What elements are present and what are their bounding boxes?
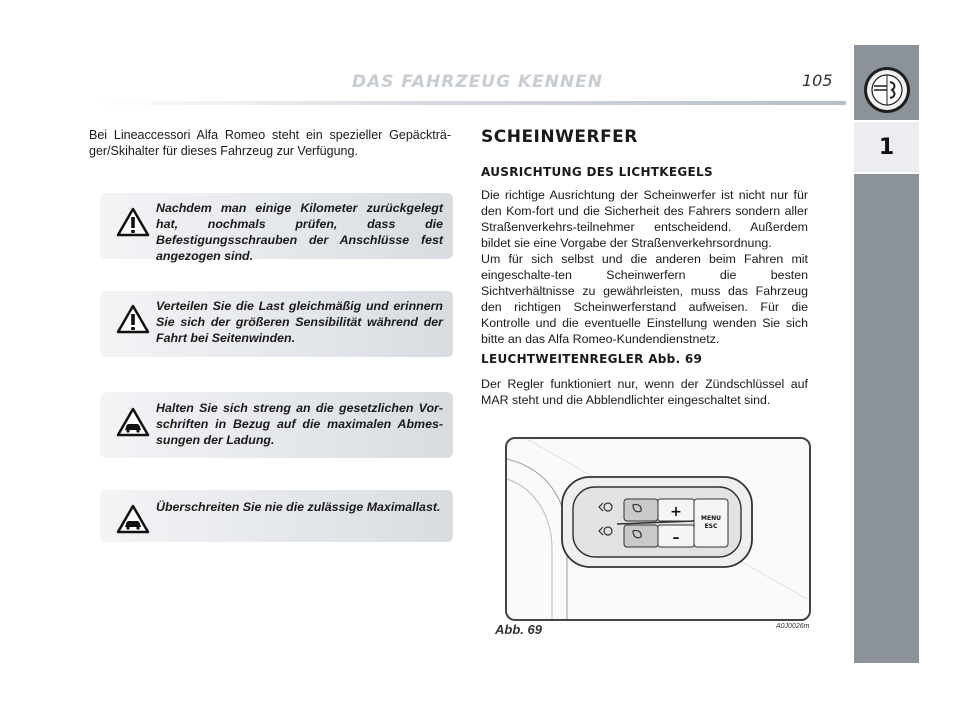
minus-label: – <box>672 530 680 546</box>
warning-box <box>100 193 453 263</box>
page-header-title: DAS FAHRZEUG KENNEN <box>352 72 604 92</box>
headlight-control-illustration <box>507 439 809 619</box>
headlight-control-figure <box>505 437 811 621</box>
chapter-tab <box>854 122 919 172</box>
car-warning-icon <box>116 407 150 437</box>
subsection-title: LEUCHTWEITENREGLER Abb. 69 <box>481 352 703 366</box>
alfa-romeo-logo-icon <box>862 65 912 115</box>
warning-text: Verteilen Sie die Last gleichmäßig und erinnern Sie sich der größeren Sensibilität während der Fahrt bei Seitenwinden. <box>156 299 443 345</box>
warning-triangle-icon <box>116 207 150 237</box>
subsection-title: AUSRICHTUNG DES LICHTKEGELS <box>481 165 713 179</box>
esc-label: ESC <box>704 523 718 530</box>
warning-text: Überschreiten Sie nie die zulässige Maximallast. <box>156 500 441 514</box>
figure-caption: Abb. 69 <box>495 622 542 637</box>
warning-triangle-icon <box>116 304 150 334</box>
body-paragraph: Die richtige Ausrichtung der Scheinwerfer ist nicht nur für den Kom-fort und die Sicherheit des Fahrers sondern aller Straßenverkehrs-teilnehmer entscheidend. Außerdem bildet sie eine Vorgabe der Straßenverkehrsordnung. <box>481 188 808 250</box>
car-warning-icon <box>116 504 150 534</box>
sidebar-divider <box>854 172 919 174</box>
warning-box <box>100 490 453 542</box>
warning-text: Halten Sie sich streng an die gesetzlichen Vor-schriften in Bezug auf die maximalen Abmes-sungen der Ladung. <box>156 401 443 447</box>
plus-label: + <box>670 504 682 520</box>
menu-label: MENU <box>701 515 721 522</box>
body-paragraph: Um für sich selbst und die anderen beim Fahren mit eingeschalte-ten Scheinwerfern die besten Sichtverhältnisse zu gewährleisten, muss das Fahrzeug den richtigen Scheinwerferstand aufweisen. Für die Kontrolle und die eventuelle Einstellung wenden Sie sich bitte an das Alfa Romeo-Kundendienstnetz. <box>481 252 808 346</box>
section-title: SCHEINWERFER <box>481 127 638 147</box>
chapter-number: 1 <box>878 134 895 160</box>
warning-box <box>100 291 453 357</box>
header-rule <box>96 101 846 105</box>
body-paragraph: Der Regler funktioniert nur, wenn der Zündschlüssel auf MAR steht und die Abblendlichter eingeschaltet sind. <box>481 377 808 407</box>
intro-paragraph: Bei Lineaccessori Alfa Romeo steht ein spezieller Gepäckträ-ger/Skihalter für dieses Fahrzeug zur Verfügung. <box>89 128 451 158</box>
page-number: 105 <box>802 71 833 90</box>
warning-box <box>100 392 453 458</box>
warning-text: Nachdem man einige Kilometer zurückgelegt hat, nochmals prüfen, dass die Befestigungsschrauben der Anschlüsse fest angezogen sind. <box>156 201 443 263</box>
figure-code: A0J0026m <box>776 623 810 630</box>
